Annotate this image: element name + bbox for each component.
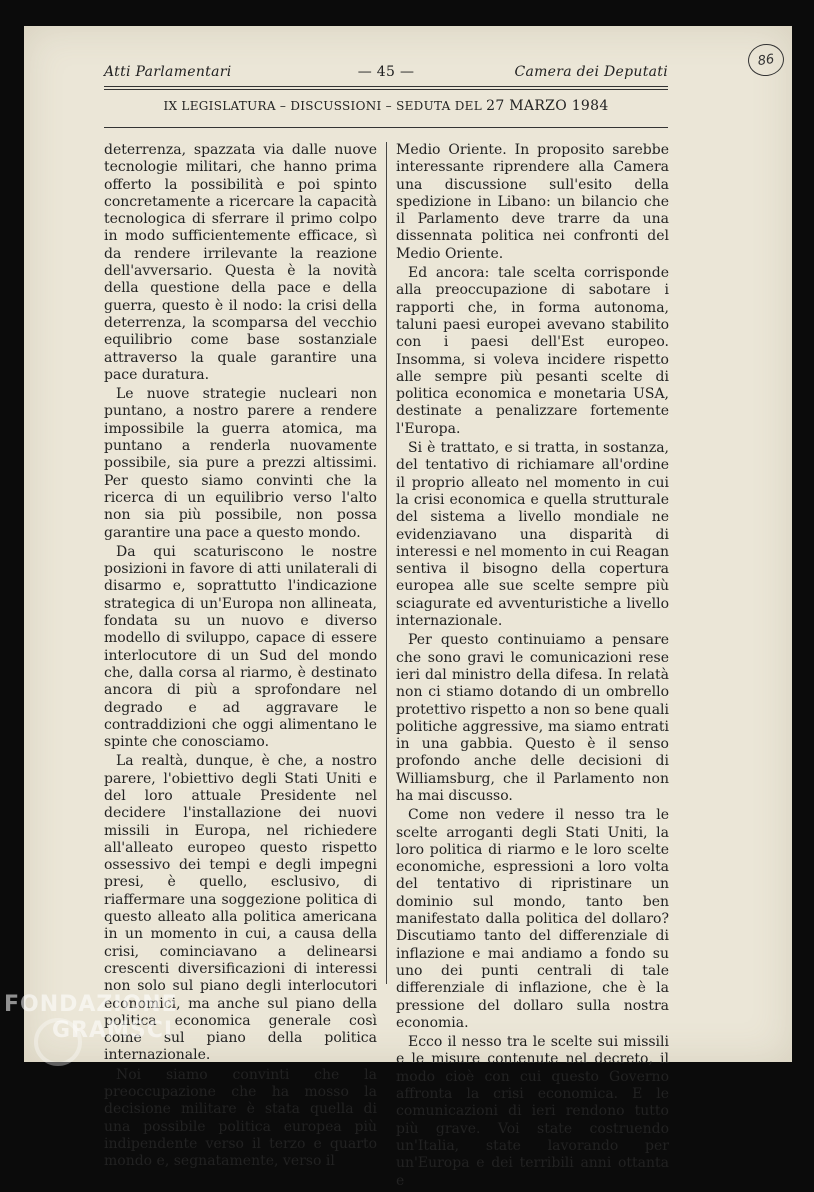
watermark-line1: FONDAZIONE xyxy=(4,992,178,1017)
header-rule-bottom xyxy=(104,89,668,90)
paragraph: Come non vedere il nesso tra le scelte arroganti degli Stati Uniti, la loro politica di riarmo e le loro scelte economiche, espressioni a loro volta del tentativo di ripristinare un dominio sul mondo, tanto ben manifestato dalla politica del dollaro? Discutiamo tanto del differenziale di inflazione e mai andiamo a fondo su uno dei punti centrali di tale differenziale di inflazione, che è la pressione del dollaro sulla nostra economia. xyxy=(396,807,669,1031)
header-publication: Atti Parlamentari xyxy=(104,64,232,80)
paragraph: Da qui scaturiscono le nostre posizioni in favore di atti unilaterali di disarmo e, soprattutto l'indicazione strategica di un'Europa non allineata, fondata su un nuovo e diverso modello di sviluppo, capace di essere interlocutore di un Sud del mondo che, dalla corsa al riarmo, è destinato ancora di più a sprofondare nel degrado e ad aggravare le contraddizioni che oggi alimentano le spinte che conosciamo. xyxy=(104,543,377,751)
paragraph: Per questo continuiamo a pensare che sono gravi le comunicazioni rese ieri dal ministro della difesa. In relatà non ci stiamo dotando di un ombrello protettivo rispetto a non so bene quali politiche aggressive, ma siamo entrati in una gabbia. Questo è il senso profondo anche delle decisioni di Williamsburg, che il Parlamento non ha mai discusso. xyxy=(396,632,669,804)
paragraph: Ed ancora: tale scelta corrisponde alla preoccupazione di sabotare i rapporti che, in forma autonoma, taluni paesi europei avevano stabilito con i paesi dell'Est europeo. Insomma, si voleva incidere rispetto alle sempre più pesanti scelte di politica economica e monetaria USA, destinate a penalizzare fortemente l'Europa. xyxy=(396,265,669,437)
session-subheading xyxy=(104,98,668,114)
handwritten-page-mark: 86 xyxy=(746,42,786,79)
paragraph: Medio Oriente. In proposito sarebbe interessante riprendere alla Camera una discussione sull'esito della spedizione in Libano: un bilancio che il Parlamento deve trarre da una dissennata politica nei confronti del Medio Oriente. xyxy=(396,142,669,262)
watermark xyxy=(4,992,178,1044)
page-header xyxy=(104,64,668,86)
session-date: 27 MARZO 1984 xyxy=(486,98,609,114)
subheading-rule xyxy=(104,127,668,128)
header-institution: Camera dei Deputati xyxy=(514,64,668,80)
session-label: IX LEGISLATURA – DISCUSSIONI – SEDUTA DEL xyxy=(163,99,482,113)
paragraph: deterrenza, spazzata via dalle nuove tecnologie militari, che hanno prima offerto la possibilità e poi spinto concretamente a ricercare la capacità tecnologica di sferrare il primo colpo in modo sufficientemente efficace, sì da rendere irrilevante la reazione dell'avversario. Questa è la novità della questione della pace e della guerra, questo è il nodo: la crisi della deterrenza, la scomparsa del vecchio equilibrio come base sostanziale attraverso la quale garantire una pace duratura. xyxy=(104,142,377,383)
column-divider xyxy=(386,142,387,984)
right-column xyxy=(396,142,669,1192)
watermark-line2: GRAMSCI xyxy=(52,1018,174,1043)
paragraph: Ecco il nesso tra le scelte sui missili e le misure contenute nel decreto, il modo cioè con cui questo Governo affronta la crisi economica. E le comunicazioni di ieri rendono tutto più grave. Voi state costruendo un'Italia, state lavorando per un'Europa e dei terribili anni ottanta e xyxy=(396,1034,669,1189)
paragraph: La realtà, dunque, è che, a nostro parere, l'obiettivo degli Stati Uniti e del loro attuale Presidente nel decidere l'installazione dei nuovi missili in Europa, nel richiedere all'alleato europeo questo rispetto ossessivo dei tempi e degli impegni presi, è quello, esclusivo, di riaffermare una soggezione politica di questo alleato alla politica americana in un momento in cui, a causa della crisi, cominciavano a delinearsi crescenti diversificazioni di interessi non solo sul piano degli interlocutori economici, ma anche sul piano della politica economica generale così come sul piano della politica internazionale. xyxy=(104,753,377,1064)
paragraph: Si è trattato, e si tratta, in sostanza, del tentativo di richiamare all'ordine il proprio alleato nel momento in cui la crisi economica e quella strutturale del sistema a livello mondiale ne evidenziavano una disparità di interessi e nel momento in cui Reagan sentiva il bisogno della copertura europea alle sue scelte sempre più sciagurate ed avventuristiche a livello internazionale. xyxy=(396,440,669,630)
paragraph: Noi siamo convinti che la preoccupazione che ha mosso la decisione militare è stata quella di una possibile politica europea più indipendente verso il terzo e quarto mondo e, segnatamente, verso il xyxy=(104,1066,377,1170)
paragraph: Le nuove strategie nucleari non puntano, a nostro parere a rendere impossibile la guerra atomica, ma puntano a renderla nuovamente possibile, sia pure a prezzi altissimi. Per questo siamo convinti che la ricerca di un equilibrio verso l'alto non sia più possibile, non possa garantire una pace a questo mondo. xyxy=(104,386,377,541)
document-page xyxy=(24,26,792,1189)
page-number: — 45 — xyxy=(357,64,415,80)
header-rule-top xyxy=(104,86,668,87)
